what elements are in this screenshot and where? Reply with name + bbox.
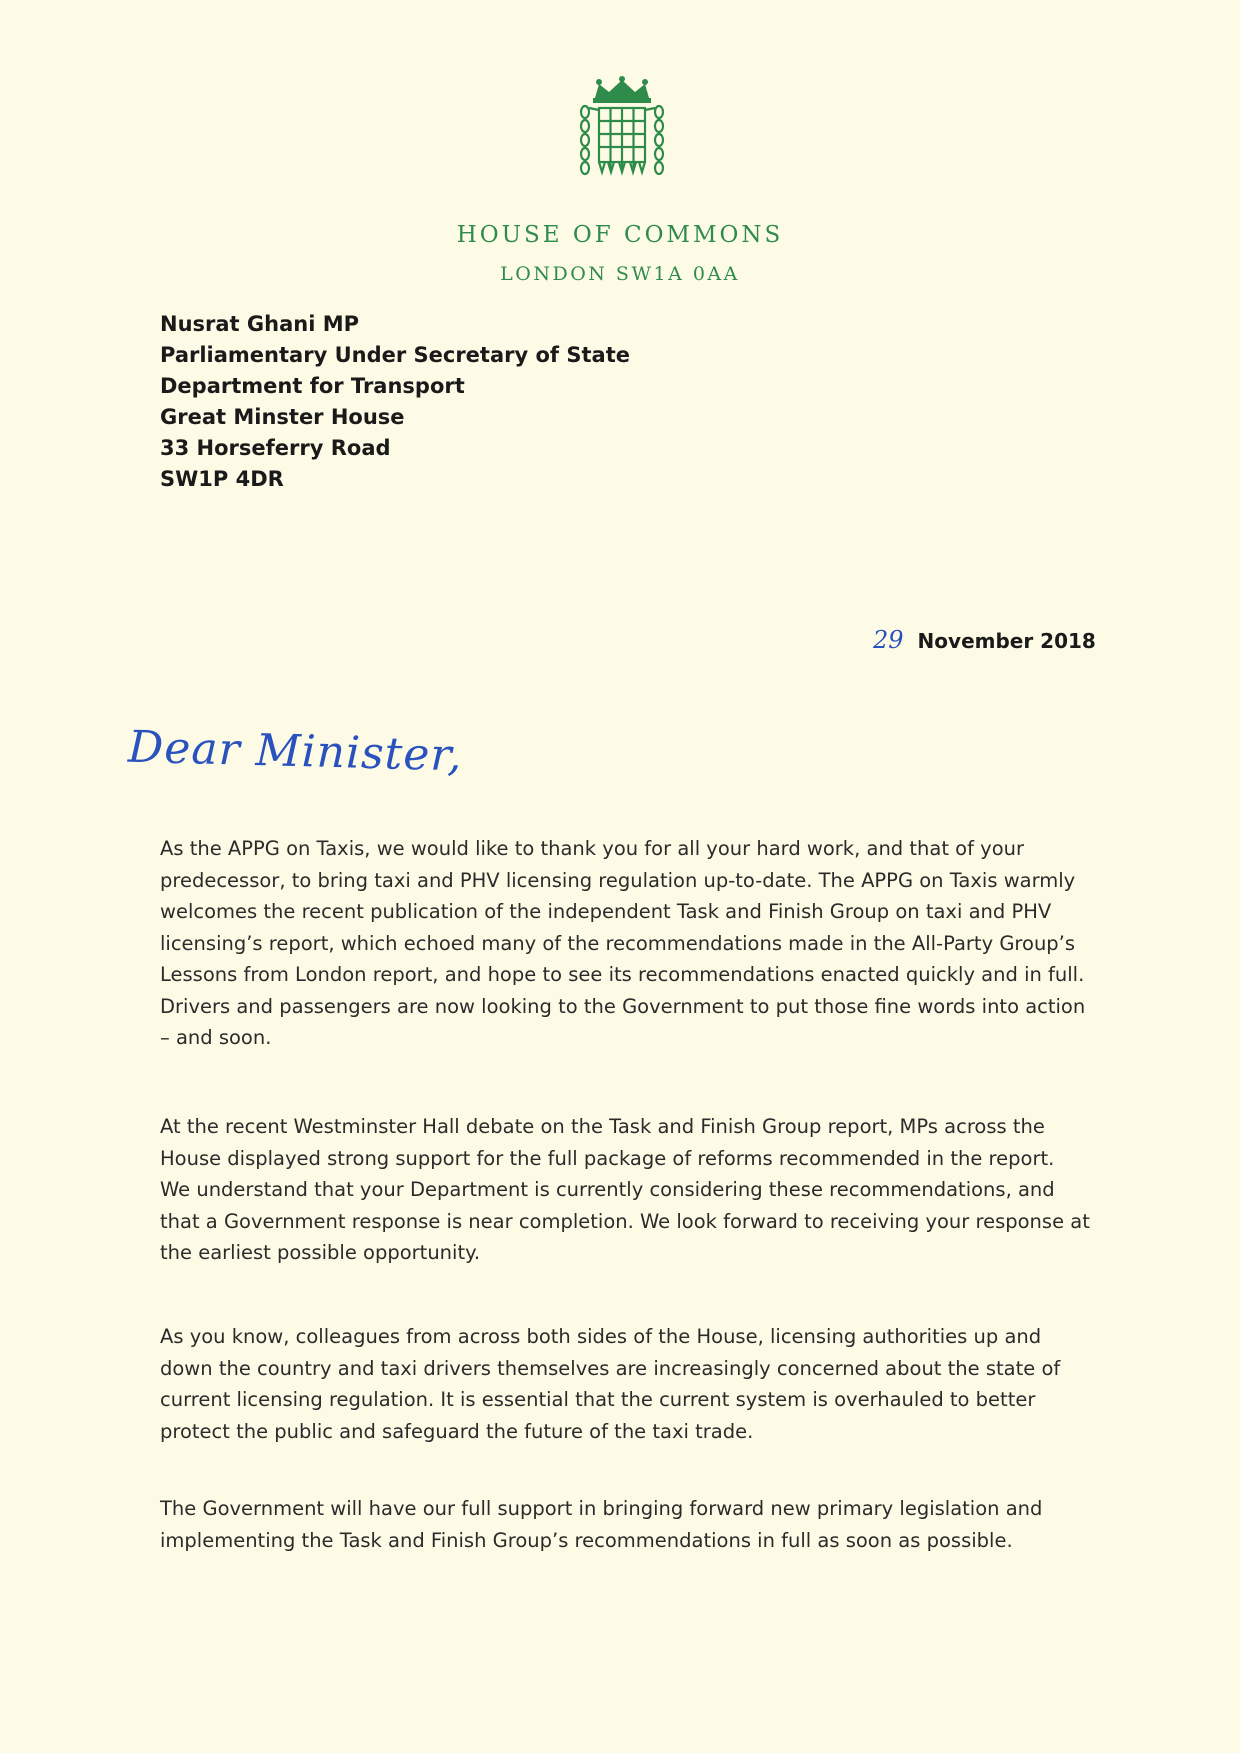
body-paragraph-2: At the recent Westminster Hall debate on the Task and Finish Group report, MPs across the House displayed strong support for the full package of reforms recommended in the report. We understand that your Department is currently considering these recommendations, and that a Government response is near completion. We look forward to receiving your response at the earliest possible opportunity. [160,1115,1090,1264]
portcullis-crest-icon [577,76,667,188]
recipient-building: Great Minster House [160,405,405,429]
handwritten-salutation: Dear Minister, [127,721,464,782]
body-paragraph-3: As you know, colleagues from across both sides of the House, licensing authorities up and down the country and taxi drivers themselves are increasingly concerned about the state of current licensing regulation. It is essential that the current system is overhauled to better protect the public and safeguard the future of the taxi trade. [160,1325,1061,1443]
letterhead-title: HOUSE OF COMMONS [456,222,784,248]
letterhead-address: LONDON SW1A 0AA [500,263,740,285]
recipient-address-block [160,309,630,495]
recipient-postcode: SW1P 4DR [160,467,284,491]
recipient-title: Parliamentary Under Secretary of State [160,343,630,367]
body-paragraph-4: The Government will have our full support in bringing forward new primary legislation and implementing the Task and Finish Group’s recommendations in full as soon as possible. [160,1497,1043,1552]
recipient-street: 33 Horseferry Road [160,436,391,460]
body-paragraph-1: As the APPG on Taxis, we would like to thank you for all your hard work, and that of your predecessor, to bring taxi and PHV licensing regulation up-to-date. The APPG on Taxis warmly welcomes the recent publication of the independent Task and Finish Group on taxi and PHV licensing’s report, which echoed many of the recommendations made in the All-Party Group’s Lessons from London report, and hope to see its recommendations enacted quickly and in full. Drivers and passengers are now looking to the Government to put those fine words into action – and soon. [160,837,1086,1049]
recipient-name: Nusrat Ghani MP [160,312,360,336]
handwritten-day: 29 [873,626,904,654]
recipient-department: Department for Transport [160,374,465,398]
date-month-year: November 2018 [917,629,1096,653]
letter-date [873,626,1096,654]
